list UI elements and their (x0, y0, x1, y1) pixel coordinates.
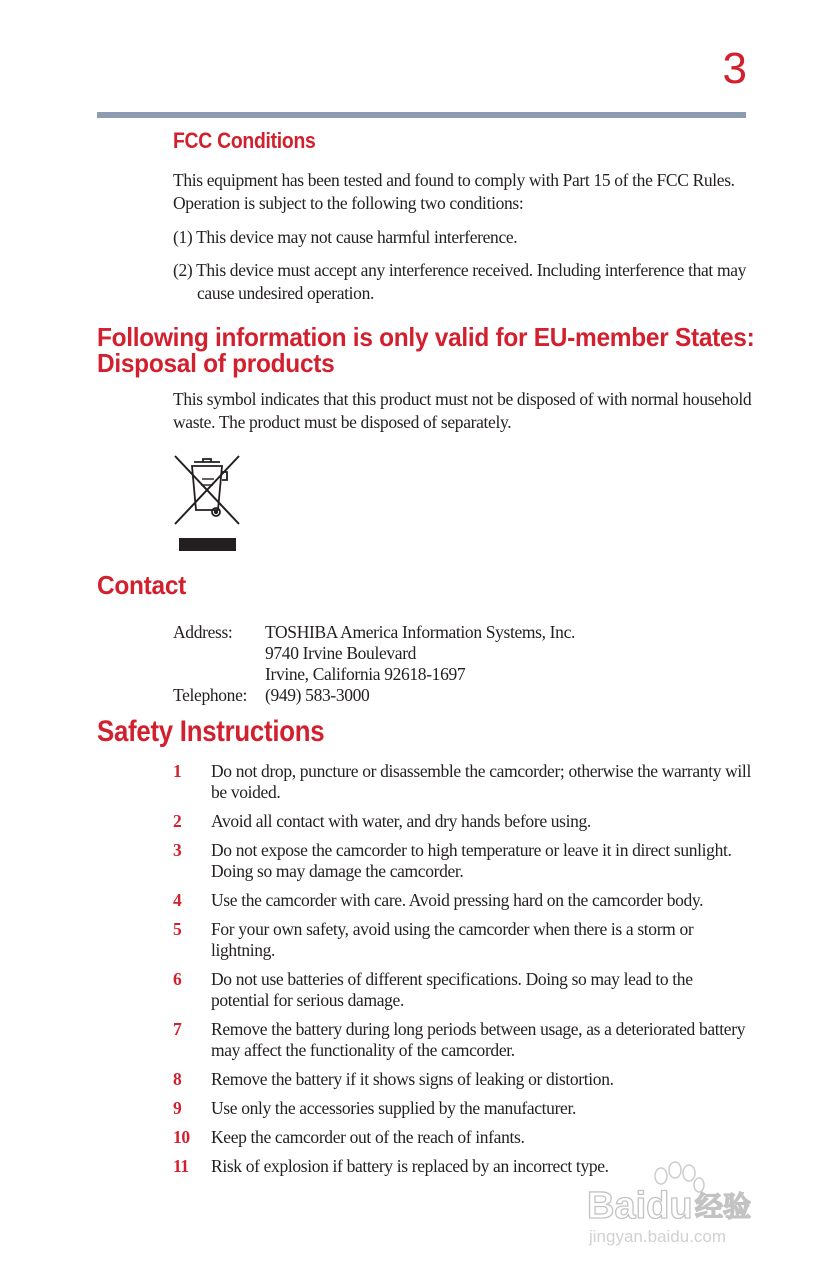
contact-heading: Contact (97, 570, 187, 600)
eu-heading-line-2: Disposal of products (97, 348, 335, 378)
telephone-label: Telephone: (173, 685, 247, 705)
watermark-brand-suffix: 经验 (695, 1191, 752, 1222)
crossed-out-wheeled-bin-icon (172, 452, 242, 554)
list-item (173, 840, 753, 882)
list-item (173, 1069, 753, 1090)
list-item (173, 1098, 753, 1119)
list-item (173, 890, 753, 911)
list-item-text: Do not expose the camcorder to high temperature or leave it in direct sunlight. Doing so may damage the camcorder. (211, 840, 732, 881)
list-item (173, 919, 753, 961)
contact-telephone-row (173, 685, 369, 706)
list-item-text: Remove the battery if it shows signs of leaking or distortion. (211, 1069, 614, 1089)
list-item-number: 9 (173, 1098, 182, 1118)
watermark-url: jingyan.baidu.com (589, 1227, 727, 1246)
list-item-text: Remove the battery during long periods between usage, as a deteriorated battery may affect the functionality of the camcorder. (211, 1019, 746, 1060)
fcc-conditions-heading: FCC Conditions (173, 128, 316, 153)
address-line-1: TOSHIBA America Information Systems, Inc. (265, 622, 576, 642)
list-item-number: 4 (173, 890, 182, 910)
list-item-number: 10 (173, 1127, 190, 1147)
list-item (173, 1019, 753, 1061)
safety-list (173, 761, 753, 1177)
contact-address-row (173, 622, 575, 643)
list-item-number: 3 (173, 840, 182, 860)
list-item-text: Keep the camcorder out of the reach of infants. (211, 1127, 525, 1147)
list-item-text: Use only the accessories supplied by the manufacturer. (211, 1098, 577, 1118)
safety-instructions-heading: Safety Instructions (97, 715, 325, 748)
list-item-text: Risk of explosion if battery is replaced by an incorrect type. (211, 1156, 609, 1176)
list-item (173, 1127, 753, 1148)
address-label: Address: (173, 622, 233, 642)
list-item-text: Do not use batteries of different specifications. Doing so may lead to the potential for serious damage. (211, 969, 693, 1010)
list-item (173, 811, 753, 832)
header-rule (97, 112, 746, 118)
watermark-brand: Baidu (587, 1185, 693, 1227)
list-item-text: Avoid all contact with water, and dry hands before using. (211, 811, 591, 831)
telephone-number: (949) 583-3000 (265, 685, 370, 705)
list-item-number: 11 (173, 1156, 189, 1176)
list-item (173, 761, 753, 803)
eu-heading-line-1: Following information is only valid for EU-member States: (97, 322, 755, 352)
page-number: 3 (722, 44, 747, 93)
fcc-condition-2: (2) This device must accept any interference received. Including interference that may cause undesired operation. (173, 260, 747, 303)
contact-address-row (173, 664, 465, 685)
list-item-text: For your own safety, avoid using the camcorder when there is a storm or lightning. (211, 919, 694, 960)
list-item-number: 7 (173, 1019, 182, 1039)
list-item-number: 6 (173, 969, 182, 989)
address-line-3: Irvine, California 92618-1697 (265, 664, 466, 684)
list-item-text: Do not drop, puncture or disassemble the camcorder; otherwise the warranty will be voided. (211, 761, 751, 802)
list-item-number: 5 (173, 919, 182, 939)
baidu-jingyan-watermark (583, 1156, 773, 1251)
list-item-number: 8 (173, 1069, 182, 1089)
fcc-paragraph: This equipment has been tested and found to comply with Part 15 of the FCC Rules. Operation is subject to the following two conditions: (173, 170, 735, 213)
list-item-number: 1 (173, 761, 182, 781)
contact-address-row (173, 643, 416, 664)
fcc-condition-1: (1) This device may not cause harmful interference. (173, 227, 518, 247)
list-item-number: 2 (173, 811, 182, 831)
list-item (173, 969, 753, 1011)
eu-paragraph: This symbol indicates that this product must not be disposed of with normal household waste. The product must be disposed of separately. (173, 389, 752, 432)
list-item-text: Use the camcorder with care. Avoid pressing hard on the camcorder body. (211, 890, 704, 910)
address-line-2: 9740 Irvine Boulevard (265, 643, 417, 663)
